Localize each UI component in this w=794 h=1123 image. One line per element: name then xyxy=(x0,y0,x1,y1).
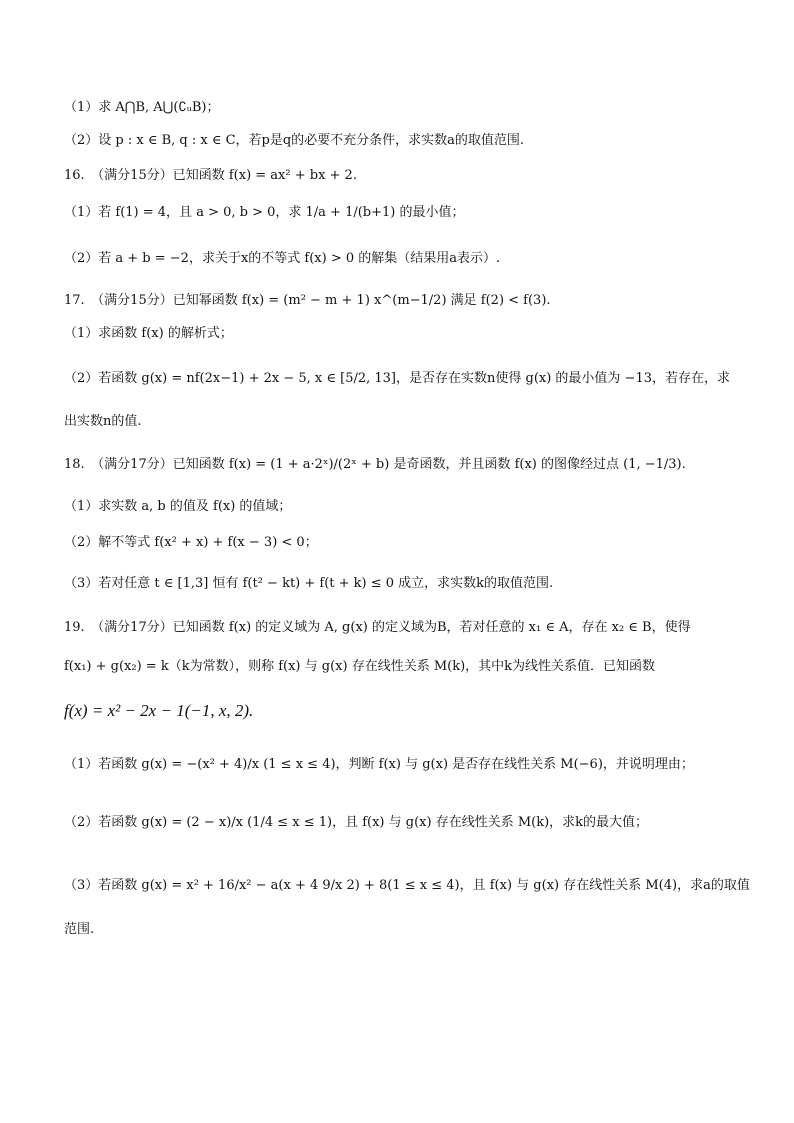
problem-18-part-1: （1）求实数 a, b 的值及 f(x) 的值域； xyxy=(64,499,292,514)
problem-16-part-2: （2）若 a + b = −2，求关于x的不等式 f(x) > 0 的解集（结果用a表示）. xyxy=(64,251,501,266)
problem-17-part-2-cont: 出实数n的值. xyxy=(64,414,142,429)
problem-19-part-2: （2）若函数 g(x) = (2 − x)/x (1/4 ≤ x ≤ 1)，且 f(x) 与 g(x) 存在线性关系 M(k)，求k的最大值； xyxy=(64,815,649,830)
problem-19-part-1: （1）若函数 g(x) = −(x² + 4)/x (1 ≤ x ≤ 4)，判断 f(x) 与 g(x) 是否存在线性关系 M(−6)，并说明理由； xyxy=(64,757,694,772)
problem-19-stem-cont: f(x₁) + g(x₂) = k（k为常数），则称 f(x) 与 g(x) 存在线性关系 M(k)，其中k为线性关系值．已知函数 xyxy=(64,659,656,674)
problem-17-stem: 17. （满分15分）已知幂函数 f(x) = (m² − m + 1) x^(m−1/2) 满足 f(2) < f(3). xyxy=(64,293,551,308)
problem-18-part-2: （2）解不等式 f(x² + x) + f(x − 3) < 0； xyxy=(64,535,318,550)
problem-19-stem: 19. （满分17分）已知函数 f(x) 的定义域为 A, g(x) 的定义域为B，若对任意的 x₁ ∈ A，存在 x₂ ∈ B，使得 xyxy=(64,620,691,635)
problem-15-part-2: （2）设 p : x ∈ B, q : x ∈ C，若p是q的必要不充分条件，求实数a的取值范围. xyxy=(64,133,525,148)
problem-19-part-3-cont: 范围. xyxy=(64,922,95,937)
problem-18-part-3: （3）若对任意 t ∈ [1,3] 恒有 f(t² − kt) + f(t + k) ≤ 0 成立，求实数k的取值范围. xyxy=(64,576,554,591)
problem-16-stem: 16. （满分15分）已知函数 f(x) = ax² + bx + 2. xyxy=(64,168,357,183)
problem-19-part-3: （3）若函数 g(x) = x² + 16/x² − a(x + 4 9/x 2) + 8(1 ≤ x ≤ 4)，且 f(x) 与 g(x) 存在线性关系 M(4)，求a的取值 xyxy=(64,878,750,893)
problem-18-stem: 18. （满分17分）已知函数 f(x) = (1 + a·2ˣ)/(2ˣ + b) 是奇函数，并且函数 f(x) 的图像经过点 (1, −1/3). xyxy=(64,457,686,472)
problem-15-part-1: （1）求 A⋂B, A⋃(∁ᵤB)； xyxy=(64,100,220,115)
problem-19-function-def: f(x) = x² − 2x − 1(−1, x, 2). xyxy=(64,701,254,720)
problem-17-part-2: （2）若函数 g(x) = nf(2x−1) + 2x − 5, x ∈ [5/2, 13]，是否存在实数n使得 g(x) 的最小值为 −13，若存在，求 xyxy=(64,371,730,386)
problem-16-part-1: （1）若 f(1) = 4，且 a > 0, b > 0，求 1/a + 1/(b+1) 的最小值； xyxy=(64,205,465,220)
problem-17-part-1: （1）求函数 f(x) 的解析式； xyxy=(64,326,233,341)
